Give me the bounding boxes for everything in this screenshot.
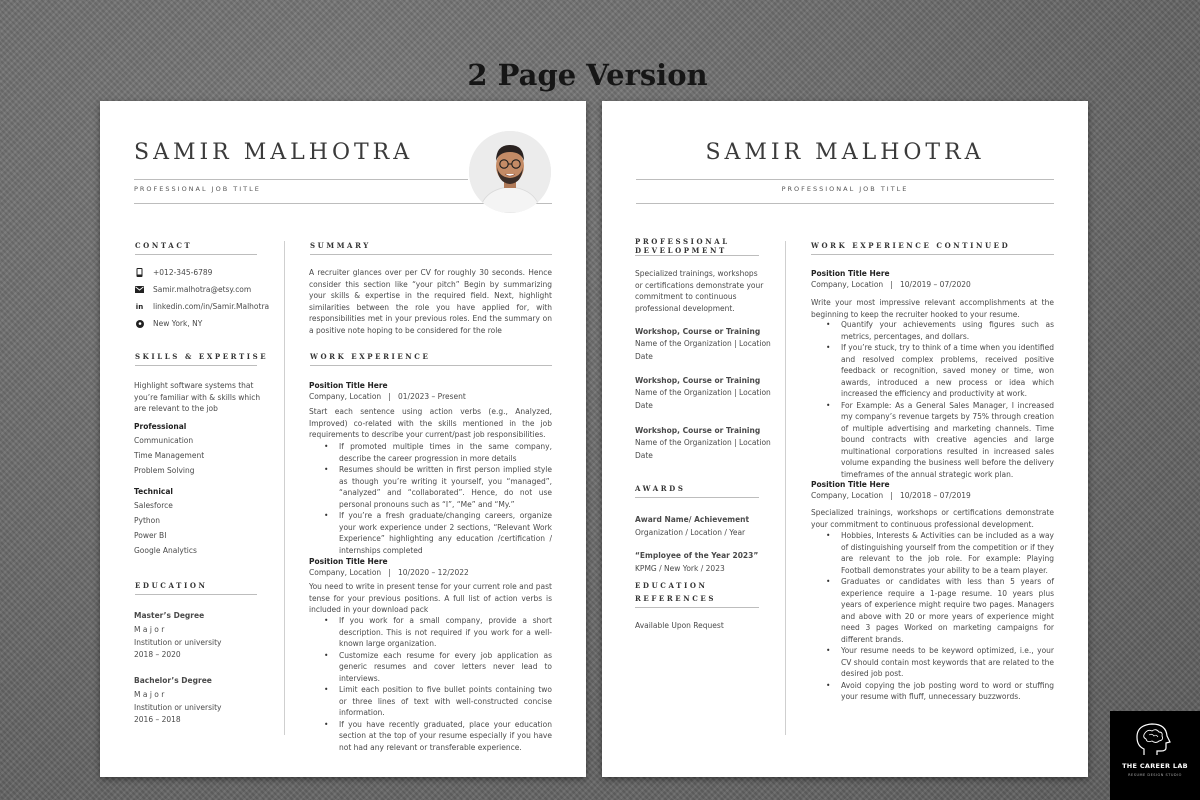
education-institution: Institution or university	[134, 702, 222, 712]
brand-logo	[1110, 711, 1200, 800]
section-title-professional-development: PROFESSIONAL DEVELOPMENT	[635, 237, 730, 255]
candidate-name: SAMIR MALHOTRA	[705, 140, 985, 165]
job-position: Position Title Here	[811, 480, 890, 489]
education-years: 2016 – 2018	[134, 715, 181, 724]
column-divider	[284, 241, 285, 735]
pd-item-name: Workshop, Course or Training	[635, 426, 761, 435]
education-degree: Bachelor’s Degree	[134, 676, 212, 685]
brain-head-icon	[1110, 711, 1200, 761]
contact-linkedin	[135, 302, 269, 311]
job-meta: Company, Location | 10/2018 – 07/2019	[811, 491, 971, 500]
column-divider	[785, 241, 786, 735]
divider	[135, 365, 257, 366]
logo-title: THE CAREER LAB	[1122, 762, 1188, 770]
job-bullets	[309, 615, 552, 753]
job-bullet: • Graduates or candidates with less than 5 years of experience require a 1-page resume. 10 years plus years of experience might require two pages. Managers and above with 20 or more years of experience might need 3 pages Worked on marketing campaigns for different brands.	[811, 576, 1054, 645]
section-title-education: EDUCATION	[135, 581, 208, 590]
phone-icon	[135, 268, 144, 277]
job-bullet: • If you work for a small company, provide a short description. This is not required if you work for a well- known large organization.	[309, 615, 552, 650]
education-entry	[134, 608, 222, 662]
job-bullet: • For Example: As a General Sales Manager, I increased my company’s revenue targets by 75% through creation of multiple advertising and marketing channels. Time bound contracts with creative agencies and large multinational corporations resulted in increased sales volume expanding the business well before the delivery timeframes of the annual strategic work plan.	[811, 400, 1054, 481]
pd-item-date: Date	[635, 450, 653, 460]
award-item	[635, 549, 758, 575]
award-name: “Employee of the Year 2023”	[635, 551, 759, 560]
contact-email-text: Samir.malhotra@etsy.com	[153, 285, 252, 294]
divider	[635, 255, 759, 256]
job-position: Position Title Here	[309, 381, 388, 390]
pd-item	[635, 374, 771, 412]
candidate-name: SAMIR MALHOTRA	[134, 140, 414, 165]
skills-technical-label: Technical	[134, 487, 173, 496]
job-meta: Company, Location | 10/2019 – 07/2020	[811, 280, 971, 289]
pd-item-name: Workshop, Course or Training	[635, 327, 761, 336]
divider	[811, 254, 1054, 255]
job-bullet: • Quantify your achievements using figures such as metrics, percentages, and dollars.	[811, 319, 1054, 342]
pd-item	[635, 424, 771, 462]
logo-subtitle: RESUME DESIGN STUDIO	[1128, 773, 1182, 777]
divider	[636, 203, 1054, 204]
page-heading: 2 Page Version	[467, 58, 708, 92]
skill-item: Problem Solving	[134, 466, 195, 475]
skill-item: Google Analytics	[134, 546, 197, 555]
location-pin-icon	[135, 319, 144, 328]
pd-item	[635, 325, 771, 363]
divider	[135, 254, 257, 255]
section-title-skills: SKILLS & EXPERTISE	[135, 352, 269, 361]
contact-location	[135, 319, 202, 328]
job-bullet: • Your resume needs to be keyword optimized, i.e., your CV should contain most keywords that are related to the desired job post.	[811, 645, 1054, 680]
contact-location-text: New York, NY	[153, 319, 203, 328]
references-text: Available Upon Request	[635, 621, 724, 630]
divider	[635, 607, 759, 608]
contact-email	[135, 285, 251, 294]
summary-text: A recruiter glances over per CV for roughly 30 seconds. Hence consider this section like “your pitch” Begin by summarizing your skills & expertise in the required field. Next, highlight similarities between the role you have applied for, with responsibilities met in your previous roles. End the summary on a positive note hoping to be considered for the role	[309, 268, 552, 335]
profile-photo	[469, 131, 551, 213]
job-bullet: • Resumes should be written in first person implied style as though you’re writing it yourself, you “managed”, “analyzed” and “collaborated”. Hence, do not use personal pronouns such as “I”, “Me” and “My.”	[309, 464, 552, 510]
skill-item: Salesforce	[134, 501, 173, 510]
pd-item-org: Name of the Organization | Location	[635, 438, 771, 447]
job-meta: Company, Location | 01/2023 – Present	[309, 392, 466, 401]
award-item	[635, 513, 749, 539]
job-bullet: • Avoid copying the job posting word to word or stuffing your resume with fluff, unnecessary buzzwords.	[811, 680, 1054, 703]
job-bullet: • If promoted multiple times in the same company, describe the career progression in more details	[309, 441, 552, 464]
job-bullet: • Limit each position to five bullet points containing two or three lines of text with well-constructed concise information.	[309, 684, 552, 719]
contact-phone	[135, 268, 212, 277]
job-bullets	[811, 530, 1054, 703]
divider	[635, 497, 759, 498]
job-description: You need to write in present tense for your current role and past tense for your previous positions. A full list of action verbs is included in your download pack	[309, 582, 552, 614]
job-bullets	[309, 441, 552, 556]
job-bullet: • If you have recently graduated, place your education section at the top of your resume especially if you have not had any relevant or transferable experience.	[309, 719, 552, 754]
education-degree: Master’s Degree	[134, 611, 205, 620]
skill-item: Communication	[134, 436, 194, 445]
award-detail: Organization / Location / Year	[635, 528, 746, 537]
skills-intro: Highlight software systems that you’re familiar with & skills which are relevant to the job	[134, 381, 261, 413]
skill-item: Python	[134, 516, 160, 525]
section-title-summary: SUMMARY	[310, 241, 371, 250]
section-title-contact: CONTACT	[135, 241, 193, 250]
education-entry	[134, 673, 222, 727]
linkedin-icon: in	[135, 302, 144, 311]
person-avatar-icon	[469, 131, 551, 213]
education-institution: Institution or university	[134, 637, 222, 647]
job-bullet: • If you’re stuck, try to think of a time when you identified and resolved complex problems, received positive feedback or recognition, saved money or time, won awards, introduced a new process or idea which increased the efficiency and productivity at work.	[811, 342, 1054, 400]
contact-linkedin-text: linkedin.com/in/Samir.Malhotra	[153, 302, 270, 311]
divider	[310, 254, 552, 255]
section-title-references: REFERENCES	[635, 594, 716, 603]
divider	[310, 365, 552, 366]
job-bullet: • If you’re a fresh graduate/changing careers, organize your work experience under 2 sections, “Relevant Work Experience” highlighting any education /certification / internships completed	[309, 510, 552, 556]
job-title: PROFESSIONAL JOB TITLE	[781, 185, 909, 193]
job-position: Position Title Here	[811, 269, 890, 278]
job-description: Specialized trainings, workshops or certifications demonstrate your commitment to continuous professional development.	[811, 508, 1054, 529]
pd-intro: Specialized trainings, workshops or certifications demonstrate your commitment to continuous professional development.	[635, 269, 764, 313]
divider	[134, 179, 468, 180]
job-bullet: • Hobbies, Interests & Activities can be included as a way of distinguishing yourself from the competition or if they are relevant to the job role. For example: Playing Football demonstrates your ability to be a team player.	[811, 530, 1054, 576]
resume-page-1	[100, 101, 586, 777]
pd-item-name: Workshop, Course or Training	[635, 376, 761, 385]
job-position: Position Title Here	[309, 557, 388, 566]
education-major: M a j o r	[134, 625, 165, 634]
education-years: 2018 – 2020	[134, 650, 181, 659]
section-title-work-experience-continued: WORK EXPERIENCE CONTINUED	[811, 241, 1011, 250]
job-meta: Company, Location | 10/2020 – 12/2022	[309, 568, 469, 577]
job-description: Start each sentence using action verbs (e.g., Analyzed, Improved) co-related with the skills mentioned in the job requirements to describe your current/past job responsibilities.	[309, 407, 552, 439]
award-name: Award Name/ Achievement	[635, 515, 750, 524]
job-bullets	[811, 319, 1054, 480]
pd-item-date: Date	[635, 400, 653, 410]
mail-icon	[135, 285, 144, 294]
skills-professional-list	[134, 433, 204, 478]
skills-professional-label: Professional	[134, 422, 187, 431]
pd-item-date: Date	[635, 351, 653, 361]
section-title-work-experience: WORK EXPERIENCE	[310, 352, 431, 361]
job-description: Write your most impressive relevant accomplishments at the beginning to keep the recruiter hooked to your resume.	[811, 298, 1054, 319]
award-detail: KPMG / New York / 2023	[635, 564, 725, 573]
skill-item: Power BI	[134, 531, 167, 540]
skill-item: Time Management	[134, 451, 205, 460]
job-bullet: • Customize each resume for every job application as generic resumes and cover letters never lead to interviews.	[309, 650, 552, 685]
resume-page-2	[602, 101, 1088, 777]
pd-item-org: Name of the Organization | Location	[635, 339, 771, 348]
pd-item-org: Name of the Organization | Location	[635, 388, 771, 397]
contact-phone-text: +012-345-6789	[153, 268, 213, 277]
education-major: M a j o r	[134, 690, 165, 699]
section-title-awards: AWARDS	[635, 484, 686, 493]
job-title: PROFESSIONAL JOB TITLE	[134, 185, 261, 193]
skills-technical-list	[134, 498, 197, 558]
divider	[135, 594, 257, 595]
divider	[636, 179, 1054, 180]
section-title-education: EDUCATION	[635, 581, 708, 590]
